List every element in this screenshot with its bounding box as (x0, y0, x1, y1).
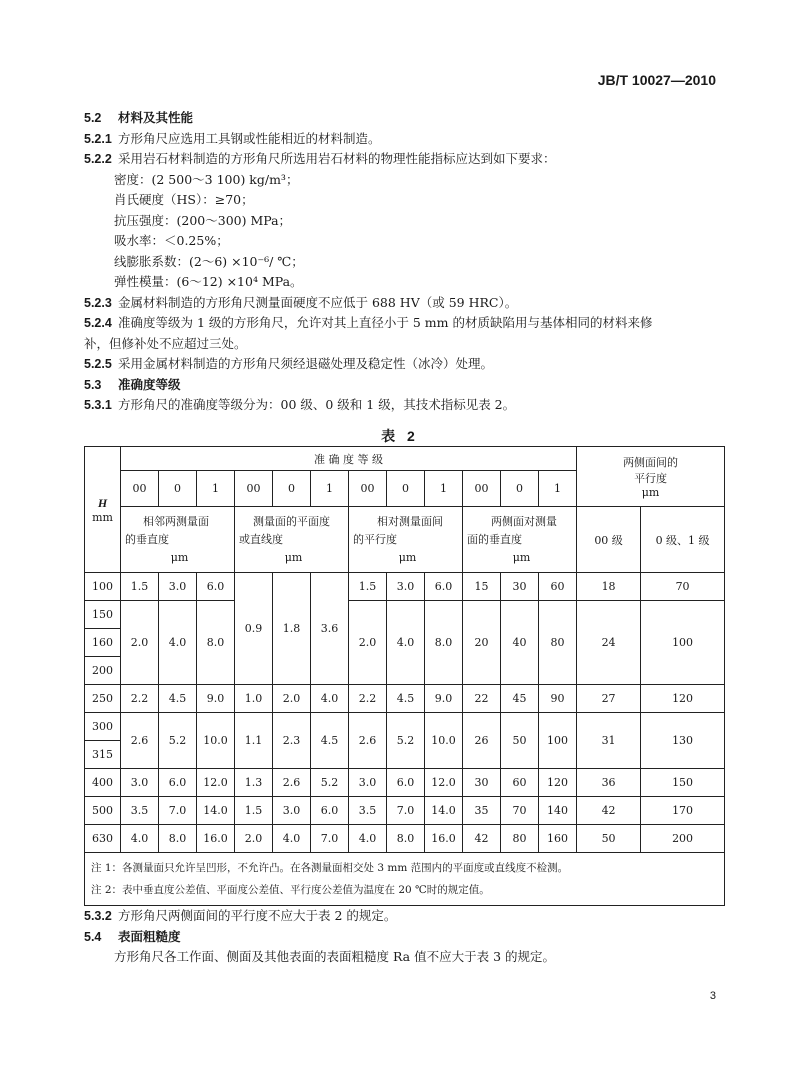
cell: 90 (539, 685, 577, 713)
cell: 70 (641, 573, 725, 601)
property-compressive: 抗压强度：(200～300) MPa； (114, 212, 292, 228)
grade-label: 00 (235, 471, 273, 507)
h-value: 500 (85, 797, 121, 825)
property-absorption: 吸水率：＜0.25%； (114, 233, 229, 248)
cell: 3.0 (387, 573, 425, 601)
h-value: 250 (85, 685, 121, 713)
cell: 3.5 (349, 797, 387, 825)
cell: 5.2 (387, 713, 425, 769)
cell: 6.0 (197, 573, 235, 601)
cell: 42 (463, 825, 501, 853)
cell: 15 (463, 573, 501, 601)
cell: 2.6 (349, 713, 387, 769)
cell: 100 (539, 713, 577, 769)
section-5-2-4: 5.2.4 准确度等级为 1 级的方形角尺，允许对其上直径小于 5 mm 的材质缺陷用与基体相同的材料来修 (84, 315, 653, 330)
h-value: 315 (85, 741, 121, 769)
cell: 160 (539, 825, 577, 853)
property-hardness: 肖氏硬度（HS）：≥70； (114, 192, 254, 207)
grade-label: 1 (311, 471, 349, 507)
table-row (85, 573, 725, 601)
cell: 6.0 (311, 797, 349, 825)
cell: 70 (501, 797, 539, 825)
cell: 4.5 (159, 685, 197, 713)
cell: 14.0 (197, 797, 235, 825)
document-code: JB/T 10027—2010 (597, 72, 716, 88)
cell: 120 (641, 685, 725, 713)
h-value: 150 (85, 601, 121, 629)
cell: 2.3 (273, 713, 311, 769)
group-side-perpendicularity: 两侧面对测量 面的垂直度 μm (463, 507, 577, 573)
table-row (85, 601, 725, 629)
cell: 2.2 (121, 685, 159, 713)
group-flatness: 测量面的平面度 或直线度 μm (235, 507, 349, 573)
cell: 3.5 (121, 797, 159, 825)
cell: 3.0 (121, 769, 159, 797)
table-row (85, 825, 725, 853)
cell: 2.0 (349, 601, 387, 685)
group-perpendicularity: 相邻两测量面 的垂直度 μm (121, 507, 235, 573)
h-value: 300 (85, 713, 121, 741)
property-density: 密度：(2 500～3 100) kg/m³； (114, 171, 299, 187)
notes-row (85, 853, 725, 906)
cell: 6.0 (387, 769, 425, 797)
cell: 4.0 (311, 685, 349, 713)
cell: 9.0 (197, 685, 235, 713)
cell: 35 (463, 797, 501, 825)
cell: 8.0 (197, 601, 235, 685)
cell: 60 (539, 573, 577, 601)
cell: 1.5 (121, 573, 159, 601)
cell: 8.0 (387, 825, 425, 853)
cell: 130 (641, 713, 725, 769)
parallel-header: 两侧面间的 平行度 μm (577, 447, 725, 507)
cell: 4.0 (159, 601, 197, 685)
cell: 3.0 (349, 769, 387, 797)
cell: 5.2 (311, 769, 349, 797)
cell: 30 (463, 769, 501, 797)
property-modulus: 弹性模量：(6～12) ×10⁴ MPa。 (114, 274, 303, 289)
grade-label: 1 (197, 471, 235, 507)
cell: 3.0 (273, 797, 311, 825)
table-title: 表 2 (381, 428, 419, 444)
h-value: 100 (85, 573, 121, 601)
cell: 45 (501, 685, 539, 713)
grade-label: 0 (501, 471, 539, 507)
cell: 2.2 (349, 685, 387, 713)
cell: 200 (641, 825, 725, 853)
grade-label: 0 (387, 471, 425, 507)
cell: 3.6 (311, 573, 349, 685)
cell: 6.0 (159, 769, 197, 797)
section-5-3: 5.3 准确度等级 (84, 377, 181, 392)
after-table-content (84, 906, 724, 968)
group-header-row (85, 507, 725, 573)
cell: 80 (539, 601, 577, 685)
cell: 50 (577, 825, 641, 853)
cell: 8.0 (159, 825, 197, 853)
section-5-2-3: 5.2.3 金属材料制造的方形角尺测量面硬度不应低于 688 HV（或 59 HRC）。 (84, 294, 518, 310)
cell: 2.6 (273, 769, 311, 797)
table-row (85, 685, 725, 713)
note-2: 注 2：表中垂直度公差值、平面度公差值、平行度公差值为温度在 20 ℃时的规定值。 (91, 884, 490, 896)
cell: 7.0 (159, 797, 197, 825)
section-content (84, 108, 724, 416)
section-5-2-4-cont: 补，但修补处不应超过三处。 (84, 335, 247, 351)
h-value: 200 (85, 657, 121, 685)
section-5-2-2: 5.2.2 采用岩石材料制造的方形角尺所选用岩石材料的物理性能指标应达到如下要求： (84, 151, 556, 166)
cell: 26 (463, 713, 501, 769)
grade-label: 0 (159, 471, 197, 507)
cell: 2.0 (235, 825, 273, 853)
cell: 30 (501, 573, 539, 601)
cell: 170 (641, 797, 725, 825)
cell: 1.8 (273, 573, 311, 685)
grade-label: 1 (539, 471, 577, 507)
cell: 4.0 (387, 601, 425, 685)
cell: 1.1 (235, 713, 273, 769)
cell: 16.0 (425, 825, 463, 853)
grade-label: 00 (463, 471, 501, 507)
cell: 9.0 (425, 685, 463, 713)
cell: 8.0 (425, 601, 463, 685)
cell: 20 (463, 601, 501, 685)
cell: 6.0 (425, 573, 463, 601)
cell: 120 (539, 769, 577, 797)
roughness-paragraph: 方形角尺各工作面、侧面及其他表面的表面粗糙度 Ra 值不应大于表 3 的规定。 (114, 949, 555, 964)
section-5-3-2: 5.3.2 方形角尺两侧面间的平行度不应大于表 2 的规定。 (84, 908, 397, 923)
group-parallelism: 相对测量面间 的平行度 μm (349, 507, 463, 573)
section-5-3-1: 5.3.1 方形角尺的准确度等级分为：00 级、0 级和 1 级，其技术指标见表 2。 (84, 397, 516, 412)
section-5-4: 5.4 表面粗糙度 (84, 929, 181, 944)
table-2 (84, 446, 725, 906)
cell: 4.0 (349, 825, 387, 853)
accuracy-grade-header: 准 确 度 等 级 (121, 447, 577, 471)
cell: 7.0 (311, 825, 349, 853)
h-value: 630 (85, 825, 121, 853)
section-5-2: 5.2 材料及其性能 (84, 111, 193, 125)
cell: 18 (577, 573, 641, 601)
cell: 12.0 (197, 769, 235, 797)
cell: 2.0 (121, 601, 159, 685)
cell: 42 (577, 797, 641, 825)
parallel-col-00: 00 级 (577, 507, 641, 573)
table-row (85, 713, 725, 741)
cell: 7.0 (387, 797, 425, 825)
cell: 0.9 (235, 573, 273, 685)
table-notes (85, 853, 725, 906)
cell: 16.0 (197, 825, 235, 853)
cell: 31 (577, 713, 641, 769)
cell: 1.5 (235, 797, 273, 825)
cell: 140 (539, 797, 577, 825)
cell: 2.6 (121, 713, 159, 769)
grade-label: 1 (425, 471, 463, 507)
cell: 100 (641, 601, 725, 685)
cell: 10.0 (197, 713, 235, 769)
cell: 5.2 (159, 713, 197, 769)
cell: 50 (501, 713, 539, 769)
cell: 80 (501, 825, 539, 853)
cell: 60 (501, 769, 539, 797)
parallel-col-0-1: 0 级、1 级 (641, 507, 725, 573)
section-5-2-5: 5.2.5 采用金属材料制造的方形角尺须经退磁处理及稳定性（冰冷）处理。 (84, 356, 493, 371)
cell: 40 (501, 601, 539, 685)
section-5-2-1: 5.2.1 方形角尺应选用工具钢或性能相近的材料制造。 (84, 130, 381, 146)
cell: 27 (577, 685, 641, 713)
h-column-header: H mm (85, 447, 121, 573)
table-row (85, 769, 725, 797)
note-1: 注 1：各测量面只允许呈凹形，不允许凸。在各测量面相交处 3 mm 范围内的平面度或直线度不检测。 (91, 862, 569, 874)
cell: 2.0 (273, 685, 311, 713)
h-value: 400 (85, 769, 121, 797)
property-expansion: 线膨胀系数：(2～6) ×10⁻⁶/ ℃； (114, 253, 304, 269)
cell: 24 (577, 601, 641, 685)
cell: 14.0 (425, 797, 463, 825)
grade-label: 0 (273, 471, 311, 507)
table-row (85, 797, 725, 825)
cell: 4.5 (387, 685, 425, 713)
cell: 1.5 (349, 573, 387, 601)
cell: 4.0 (273, 825, 311, 853)
grade-label: 00 (349, 471, 387, 507)
cell: 22 (463, 685, 501, 713)
cell: 3.0 (159, 573, 197, 601)
cell: 1.3 (235, 769, 273, 797)
cell: 150 (641, 769, 725, 797)
cell: 12.0 (425, 769, 463, 797)
page-number: 3 (709, 990, 716, 1002)
cell: 1.0 (235, 685, 273, 713)
cell: 4.0 (121, 825, 159, 853)
cell: 4.5 (311, 713, 349, 769)
cell: 10.0 (425, 713, 463, 769)
grade-label: 00 (121, 471, 159, 507)
h-value: 160 (85, 629, 121, 657)
cell: 36 (577, 769, 641, 797)
